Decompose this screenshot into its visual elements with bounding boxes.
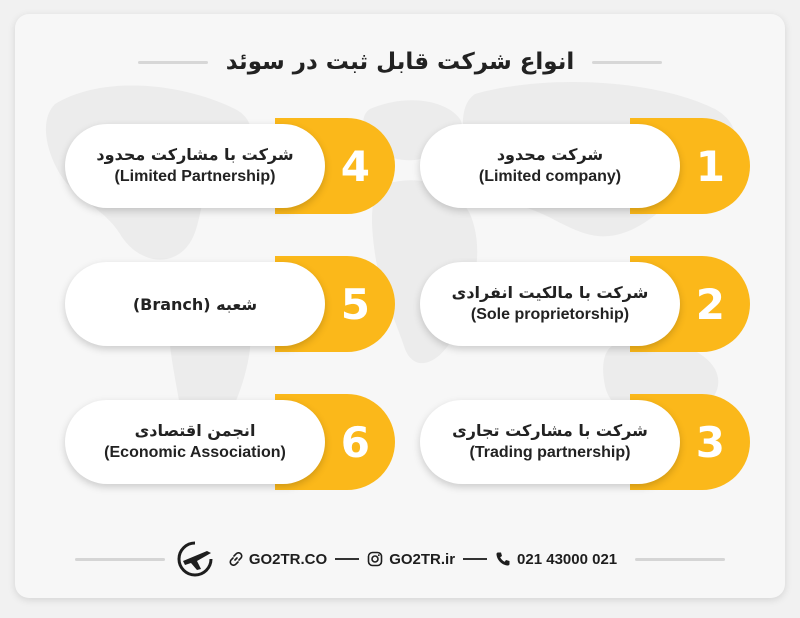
list-item-3	[420, 394, 750, 490]
instagram-icon	[367, 551, 383, 567]
instagram-link[interactable]: GO2TR.ir	[389, 550, 456, 568]
contact-footer	[15, 544, 785, 574]
label-pill	[420, 400, 680, 484]
item-label: شعبه (Branch)	[132, 294, 258, 314]
item-label-en: (Trading partnership)	[469, 444, 631, 461]
list-item-4	[65, 118, 395, 214]
list-item-6	[65, 394, 395, 490]
logo-plane-icon	[175, 539, 215, 579]
label-pill	[65, 400, 325, 484]
footer-divider-right	[635, 558, 725, 561]
item-label-en: (Limited company)	[478, 168, 622, 185]
item-label-fa: انجمن اقتصادی	[134, 421, 256, 440]
phone-number[interactable]: 021 43000 021	[517, 550, 618, 568]
phone-icon	[495, 551, 511, 567]
list-item-1	[420, 118, 750, 214]
item-number: 6	[340, 417, 370, 467]
item-number: 2	[695, 279, 725, 329]
footer-separator	[335, 558, 359, 560]
page-title: انواع شرکت قابل ثبت در سوئد	[225, 49, 575, 75]
link-icon	[229, 552, 243, 566]
item-label-en: (Sole proprietorship)	[470, 306, 630, 323]
label-pill	[65, 124, 325, 208]
label-pill	[65, 262, 325, 346]
title-divider-right	[592, 61, 662, 64]
item-label-fa: شرکت محدود	[496, 145, 604, 164]
item-number: 1	[695, 141, 725, 191]
website-link[interactable]: GO2TR.CO	[248, 550, 328, 568]
label-pill	[420, 124, 680, 208]
item-label-en: (Limited Partnership)	[114, 168, 276, 185]
list-item-5	[65, 256, 395, 352]
label-pill	[420, 262, 680, 346]
title-row	[15, 42, 785, 82]
item-label-fa: شرکت با مالکیت انفرادی	[451, 283, 649, 302]
item-label-en: (Economic Association)	[104, 444, 286, 461]
item-number: 4	[340, 141, 370, 191]
item-label-fa: شرکت با مشارکت تجاری	[452, 421, 648, 440]
item-label-fa: شرکت با مشارکت محدود	[96, 145, 294, 164]
footer-divider-left	[75, 558, 165, 561]
item-number: 5	[340, 279, 370, 329]
item-number: 3	[695, 417, 725, 467]
footer-separator	[463, 558, 487, 560]
list-item-2	[420, 256, 750, 352]
title-divider-left	[138, 61, 208, 64]
infographic-card	[15, 14, 785, 598]
